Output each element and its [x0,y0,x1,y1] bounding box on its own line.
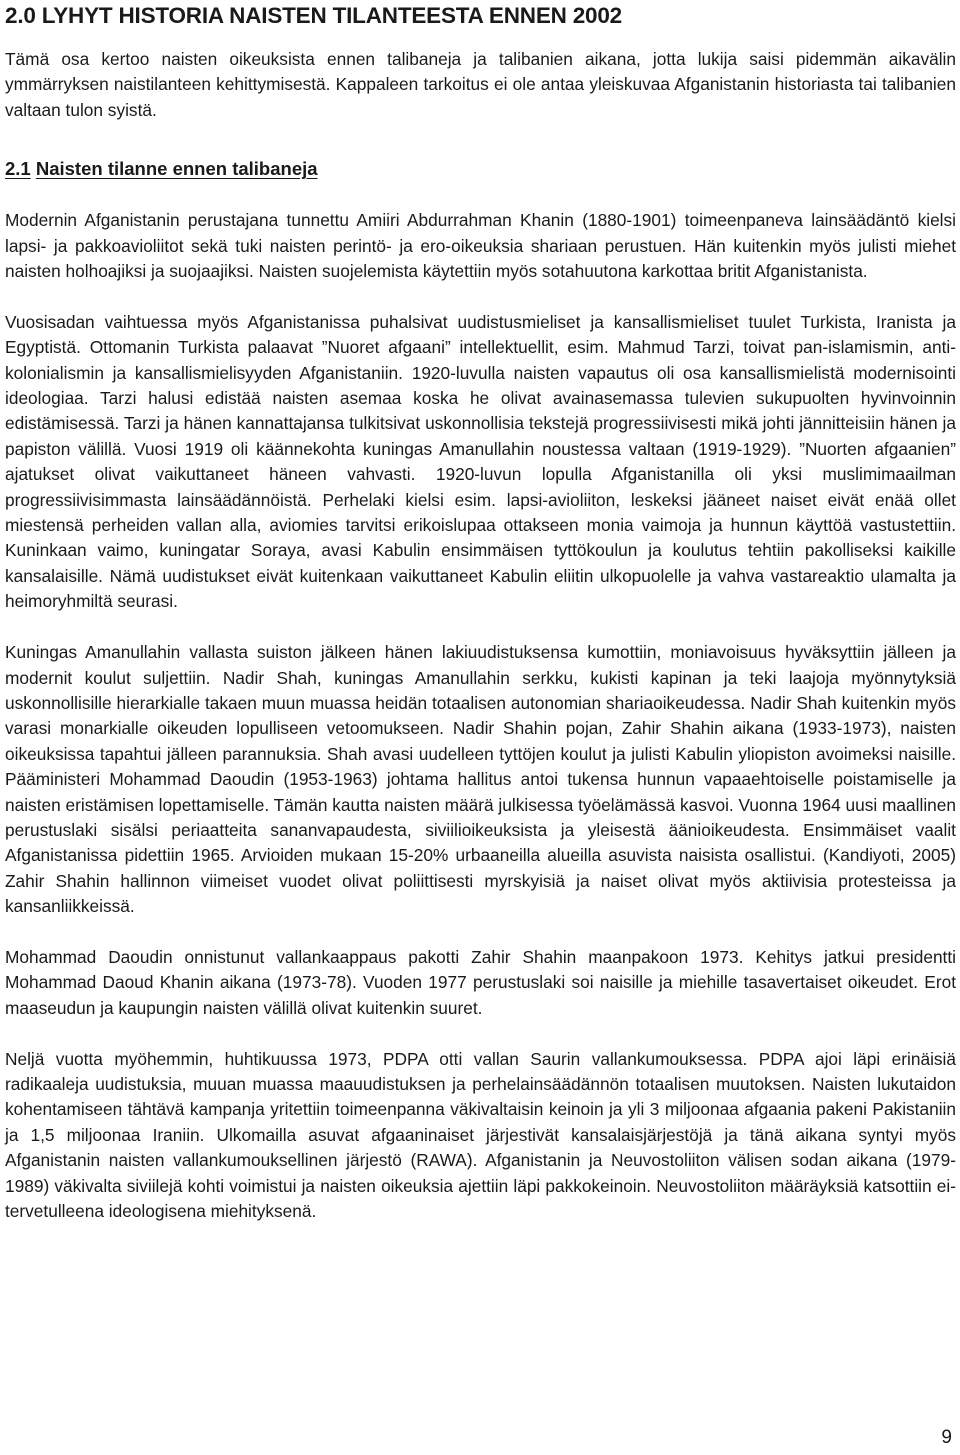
page-number: 9 [941,1427,952,1448]
chapter-heading: 2.0 LYHYT HISTORIA NAISTEN TILANTEESTA ENNEN 2002 [5,3,622,28]
body-paragraph: Mohammad Daoudin onnistunut vallankaappaus pakotti Zahir Shahin maanpakoon 1973. Kehitys jatkui presidentti Mohammad Daoud Khanin aikana (1973-78). Vuoden 1977 perustuslaki soi naisille ja miehille tasavertaiset oikeudet. Erot maaseudun ja kaupungin naisten välillä olivat kuitenkin suuret. [5,946,956,1018]
body-paragraph: Modernin Afganistanin perustajana tunnettu Amiiri Abdurrahman Khanin (1880-1901) toimeenpaneva lainsäädäntö kielsi lapsi- ja pakkoavioliitot sekä tuki naisten perintö- ja ero-oikeuksia shariaan perustuen. Hän kuitenkin myös julisti miehet naisten holhoajiksi ja suojaajiksi. Naisten suojelemista käytettiin myös sotahuutona karkottaa britit Afganistanista. [5,210,956,282]
section-heading [5,156,956,182]
intro-paragraph: Tämä osa kertoo naisten oikeuksista ennen talibaneja ja talibanien aikana, jotta lukija saisi pidemmän aikavälin ymmärryksen naistilanteen kehittymisestä. Kappaleen tarkoitus ei ole antaa yleiskuvaa Afganistanin historiasta tai talibanien valtaan tulon syistä. [5,49,956,120]
body-paragraph: Vuosisadan vaihtuessa myös Afganistanissa puhalsivat uudistusmieliset ja kansallismieliset tuulet Turkista, Iranista ja Egyptistä. Ottomanin Turkista palaavat ”Nuoret afgaani” intellektuellit, esim. Mahmud Tarzi, toivat pan-islamismin, anti-kolonialismin ja kansallismielisyyden Afganistaniin. 1920-luvulla naisten vapautus oli osa kansallismielistä modernisointi ideologiaa. Tarzi halusi edistää naisten asemaa koska he olivat avainasemassa tulevien sukupuolten hyvinvoinnin edistämisessä. Tarzi ja hänen kannattajansa tulkitsivat uskonnollisia tekstejä progressiivisesti mikä johti jännitteisiin hänen ja papiston välillä. Vuosi 1919 oli käännekohta kuningas Amanullahin noustessa valtaan (1919-1929). ”Nuorten afgaanien” ajatukset olivat vaikuttaneet häneen vahvasti. 1920-luvun lopulla Afganistanilla oli yksi muslimimaailman progressiivisimmasta lainsäädännöistä. Perhelaki kielsi esim. lapsi-avioliiton, leskeksi jääneet naiset eivät enää ollet miestensä perheiden vallan alla, aviomies tarvitsi erikoislupaa ottakseen monia vaimoja ja hunnun käyttöä vastustettiin. Kuninkaan vaimo, kuningatar Soraya, avasi Kabulin ensimmäisen tyttökoulun ja koulutus tehtiin pakolliseksi kaikille kansalaisille. Nämä uudistukset eivät kuitenkaan vaikuttaneet Kabulin eliitin ulkopuolelle ja vahva vastareaktio ulamalta ja heimoryhmiltä seurasi. [5,311,956,612]
body-paragraph: Neljä vuotta myöhemmin, huhtikuussa 1973, PDPA otti vallan Saurin vallankumouksessa. PDPA ajoi läpi erinäisiä radikaaleja uudistuksia, muuan muassa maauudistuksen ja perhelainsäädännön totaalisen muutoksen. Naisten lukutaidon kohentamiseen tähtävä kampanja yritettiin toimeenpanna väkivaltaisin keinoin ja yli 3 miljoonaa afgaania pakeni Pakistaniin ja 1,5 miljoonaa Iraniin. Ulkomailla asuvat afgaaninaiset järjestivät kansalaisjärjestöjä ja tänä aikana syntyi myös Afganistanin naisten vallankumouksellinen järjestö (RAWA). Afganistanin ja Neuvostoliiton välisen sodan aikana (1979-1989) väkivalta siviilejä kohti voimistui ja naisten oikeuksia ajettiin läpi pakkokeinoin. Neuvostoliiton määräyksiä katsottiin ei-tervetulleena ideologisena miehityksenä. [5,1048,956,1221]
section-number: 2.1 [5,158,31,180]
body-paragraph: Kuningas Amanullahin vallasta suiston jälkeen hänen lakiuudistuksensa kumottiin, moniavoisuus hyväksyttiin jälleen ja modernit koulut suljettiin. Nadir Shah, kuningas Amanullahin serkku, kukisti kapinan ja teki laajoja myönnytyksiä uskonnollisille hierarkialle takaen muun muassa heidän totaalisen autonomian shariaoikeudessa. Nadir Shah kuitenkin myös varasi monarkialle oikeuden lopulliseen vetoomukseen. Nadir Shahin pojan, Zahir Shahin aikana (1933-1973), naisten oikeuksissa tapahtui jälleen parannuksia. Shah avasi uudelleen tyttöjen koulut ja julisti Kabulin yliopiston avoimeksi naisille. Pääministeri Mohammad Daoudin (1953-1963) johtama hallitus antoi tukensa hunnun vapaaehtoiselle poistamiselle ja naisten eristämisen lopettamiselle. Tämän kautta naisten määrä julkisessa työelämässä kasvoi. Vuonna 1964 uusi maallinen perustuslaki sisälsi periaatteita sananvapaudesta, siviilioikeuksista ja yleisestä äänioikeudesta. Ensimmäiset vaalit Afganistanissa pidettiin 1965. Arvioiden mukaan 15-20% urbaaneilla alueilla asuvista naisista osallistui. (Kandiyoti, 2005) Zahir Shahin hallinnon viimeiset vuodet olivat poliittisesti myrskyisiä ja naiset olivat myös aktiivisia protesteissa ja kansanliikkeissä. [5,642,956,917]
document-page [5,0,956,1224]
section-title: Naisten tilanne ennen talibaneja [35,158,318,180]
